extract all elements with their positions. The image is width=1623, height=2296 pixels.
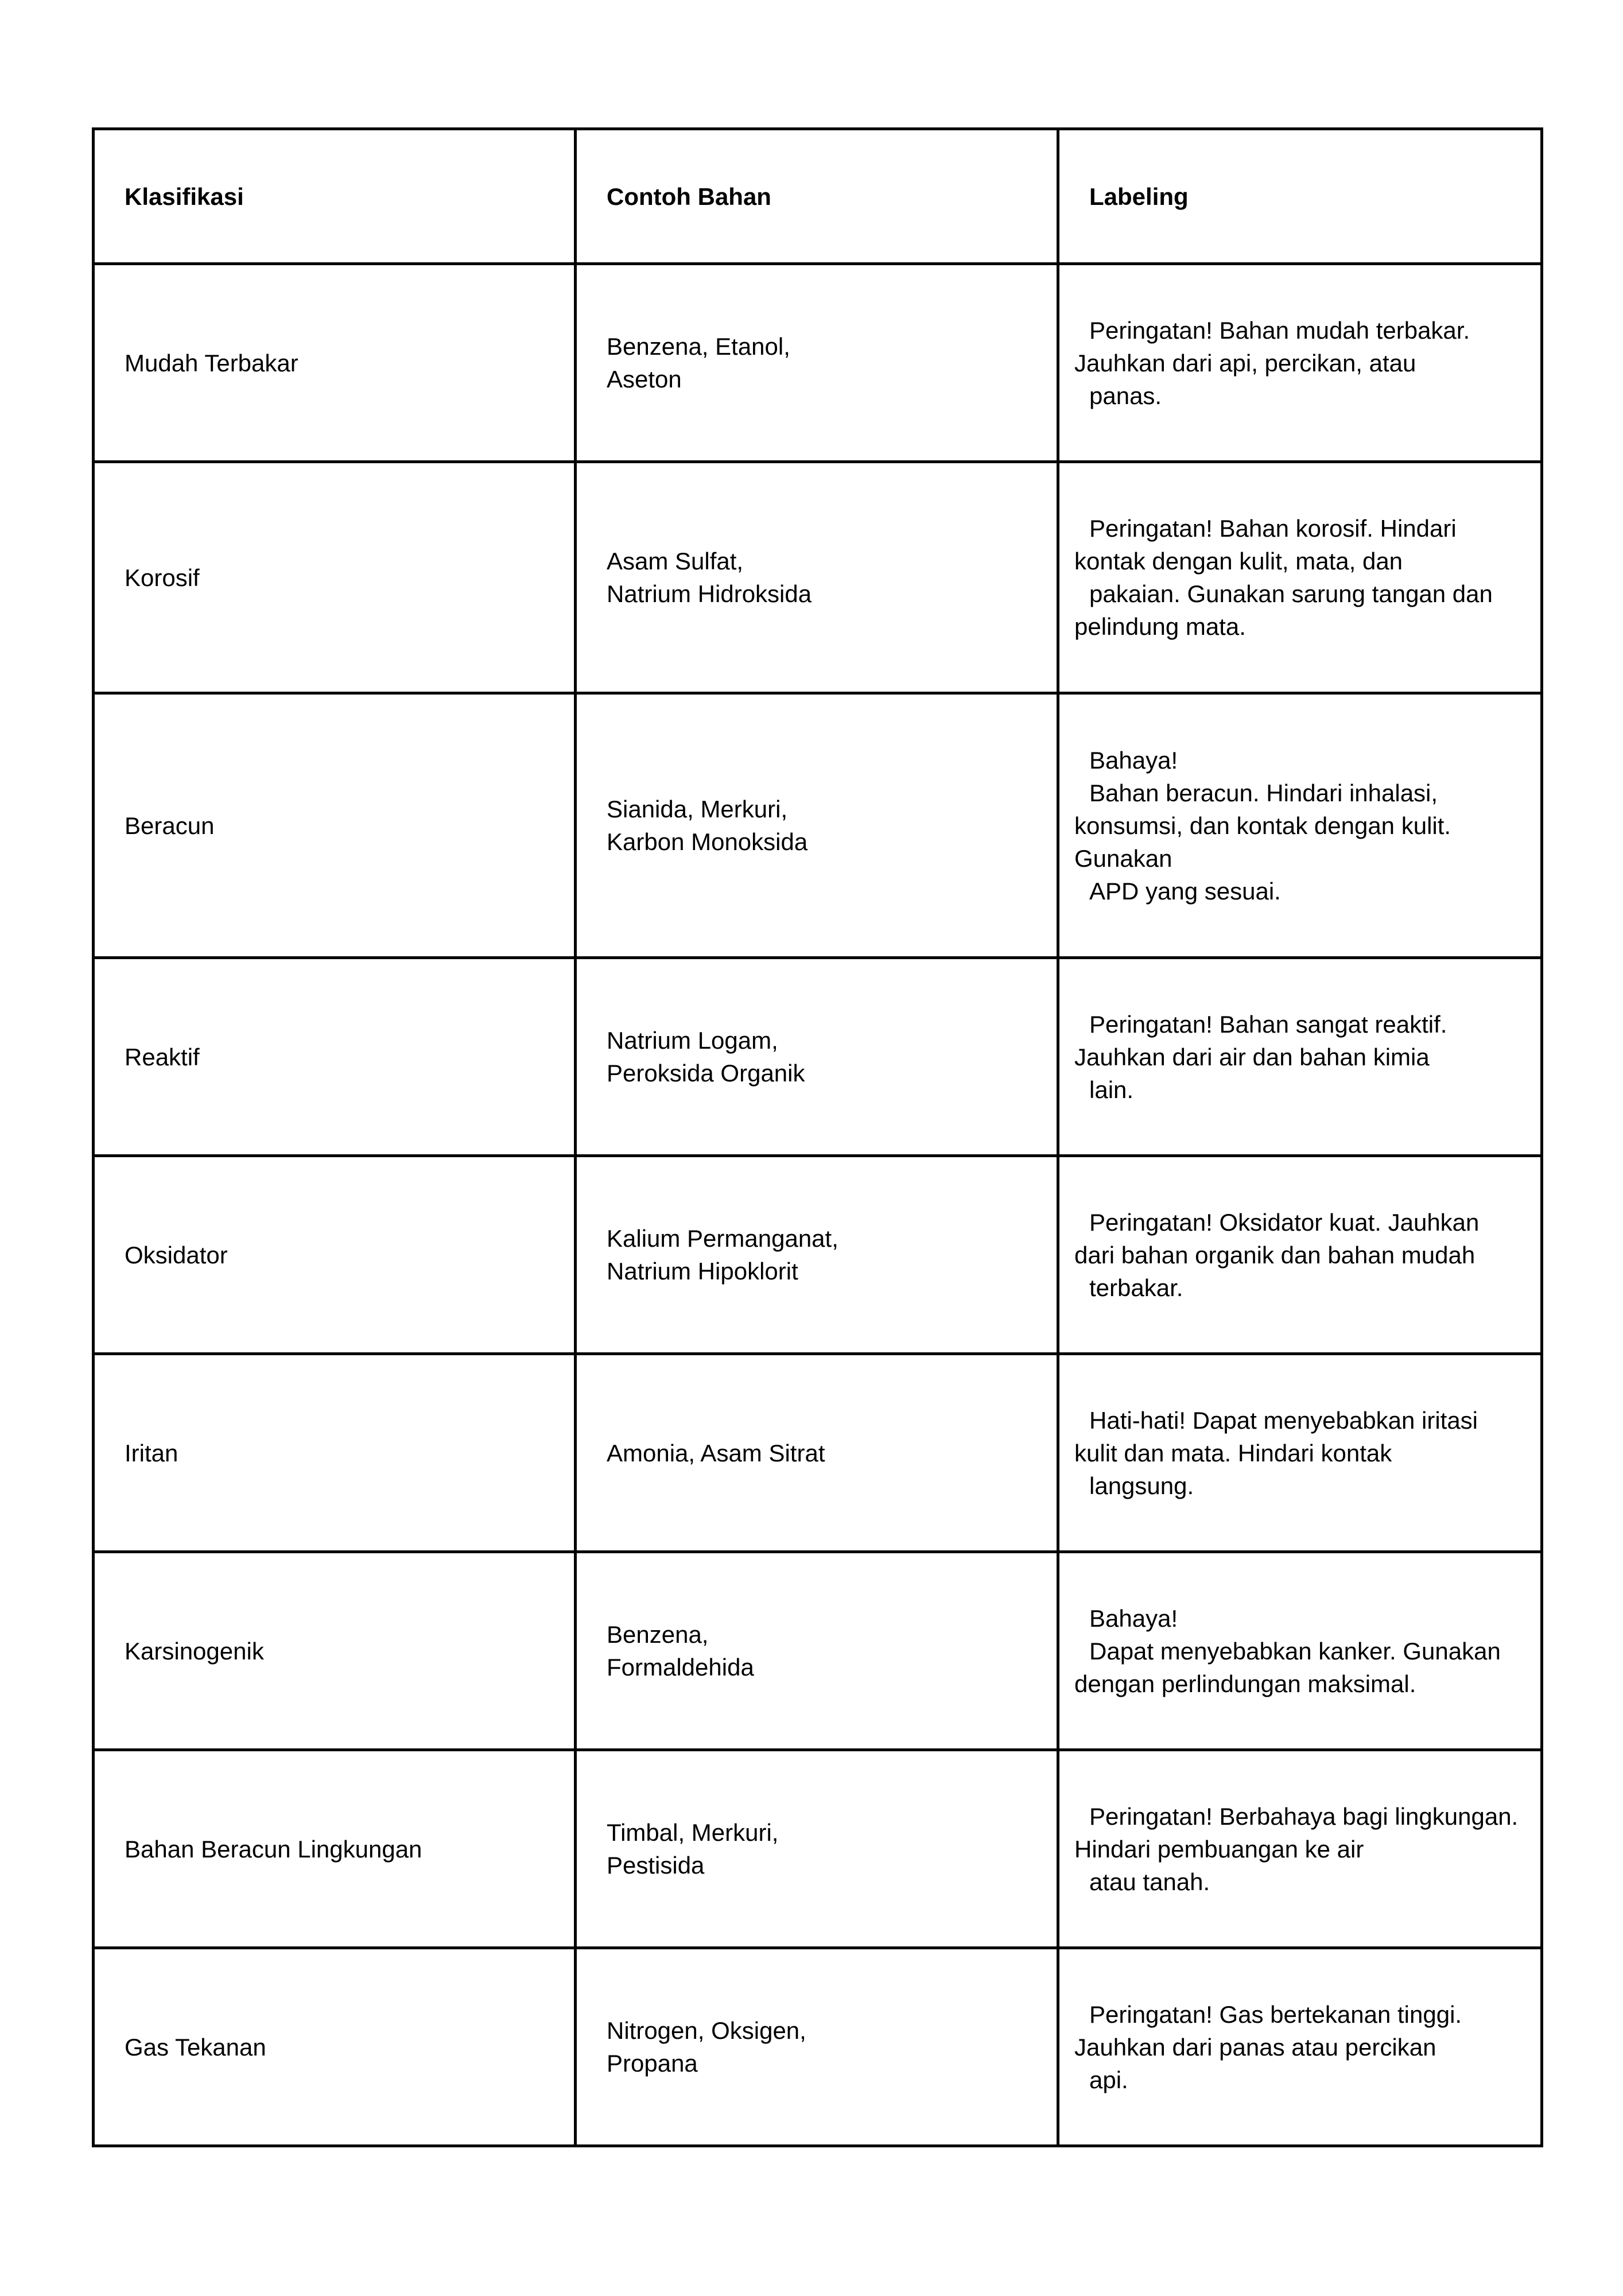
labeling-line: dari bahan organik dan bahan mudah (1074, 1241, 1476, 1269)
example-line: Aseton (607, 366, 682, 393)
example-line: Kalium Permanganat, (607, 1225, 838, 1252)
examples-cell (576, 1948, 1058, 2146)
labeling-line: Peringatan! Oksidator kuat. Jauhkan (1089, 1208, 1480, 1236)
examples-cell (576, 1552, 1058, 1750)
labeling-line: Jauhkan dari panas atau percikan (1074, 2033, 1436, 2061)
labeling-line: Bahaya! (1089, 746, 1178, 774)
examples-cell (576, 1156, 1058, 1354)
labeling-line: Bahan beracun. Hindari inhalasi, (1089, 779, 1438, 806)
labeling-line: pakaian. Gunakan sarung tangan dan (1089, 580, 1493, 607)
classification-cell: Beracun (94, 693, 576, 958)
labeling-cell (1058, 1354, 1542, 1552)
examples-cell (576, 693, 1058, 958)
table-row (94, 1948, 1542, 2146)
example-line: Sianida, Merkuri, (607, 796, 788, 823)
labeling-line: Peringatan! Bahan sangat reaktif. (1089, 1010, 1447, 1038)
examples-cell (576, 1750, 1058, 1948)
labeling-line: pelindung mata. (1074, 613, 1246, 640)
classification-cell: Gas Tekanan (94, 1948, 576, 2146)
example-line: Timbal, Merkuri, (607, 1819, 779, 1846)
labeling-cell (1058, 462, 1542, 693)
labeling-line: Peringatan! Gas bertekanan tinggi. (1089, 2000, 1462, 2028)
example-line: Natrium Logam, (607, 1027, 778, 1054)
labeling-line: panas. (1089, 382, 1162, 409)
example-line: Natrium Hidroksida (607, 580, 812, 607)
table-row (94, 693, 1542, 958)
example-line: Pestisida (607, 1852, 705, 1879)
table-row (94, 462, 1542, 693)
labeling-cell (1058, 693, 1542, 958)
example-line: Karbon Monoksida (607, 828, 808, 855)
table-row (94, 264, 1542, 462)
labeling-line: langsung. (1089, 1472, 1194, 1499)
examples-cell (576, 958, 1058, 1156)
table-row (94, 958, 1542, 1156)
example-line: Propana (607, 2050, 698, 2077)
example-line: Asam Sulfat, (607, 548, 744, 575)
table-row (94, 1552, 1542, 1750)
labeling-line: Peringatan! Bahan mudah terbakar. (1089, 316, 1470, 344)
labeling-line: Bahaya! (1089, 1604, 1178, 1632)
labeling-line: Gunakan (1074, 844, 1172, 872)
classification-cell: Mudah Terbakar (94, 264, 576, 462)
examples-cell (576, 1354, 1058, 1552)
example-line: Natrium Hipoklorit (607, 1258, 798, 1285)
labeling-line: Jauhkan dari air dan bahan kimia (1074, 1043, 1430, 1071)
labeling-line: dengan perlindungan maksimal. (1074, 1670, 1416, 1697)
labeling-line: Peringatan! Berbahaya bagi lingkungan. (1089, 1802, 1519, 1830)
labeling-cell (1058, 264, 1542, 462)
labeling-line: Dapat menyebabkan kanker. Gunakan (1089, 1637, 1501, 1665)
labeling-line: kulit dan mata. Hindari kontak (1074, 1439, 1392, 1467)
classification-cell: Iritan (94, 1354, 576, 1552)
classification-cell: Korosif (94, 462, 576, 693)
hazard-classification-table (92, 127, 1543, 2147)
labeling-line: Jauhkan dari api, percikan, atau (1074, 349, 1416, 377)
examples-cell (576, 264, 1058, 462)
labeling-cell (1058, 1750, 1542, 1948)
labeling-line: Peringatan! Bahan korosif. Hindari (1089, 515, 1457, 542)
header-labeling: Labeling (1058, 129, 1542, 264)
example-line: Amonia, Asam Sitrat (607, 1439, 825, 1467)
header-klasifikasi: Klasifikasi (94, 129, 576, 264)
classification-cell: Bahan Beracun Lingkungan (94, 1750, 576, 1948)
classification-cell: Karsinogenik (94, 1552, 576, 1750)
example-line: Benzena, (607, 1621, 709, 1648)
labeling-line: konsumsi, dan kontak dengan kulit. (1074, 812, 1451, 839)
labeling-line: Hati-hati! Dapat menyebabkan iritasi (1089, 1406, 1478, 1434)
examples-cell (576, 462, 1058, 693)
labeling-line: atau tanah. (1089, 1868, 1210, 1895)
labeling-line: APD yang sesuai. (1089, 877, 1281, 905)
classification-cell: Oksidator (94, 1156, 576, 1354)
example-line: Benzena, Etanol, (607, 333, 790, 360)
labeling-cell (1058, 1552, 1542, 1750)
labeling-line: Hindari pembuangan ke air (1074, 1835, 1364, 1863)
example-line: Peroksida Organik (607, 1060, 805, 1087)
labeling-cell (1058, 1156, 1542, 1354)
table-header-row (94, 129, 1542, 264)
table-row (94, 1354, 1542, 1552)
example-line: Formaldehida (607, 1654, 754, 1681)
table-row (94, 1750, 1542, 1948)
example-line: Nitrogen, Oksigen, (607, 2017, 806, 2044)
header-contoh-bahan: Contoh Bahan (576, 129, 1058, 264)
labeling-line: kontak dengan kulit, mata, dan (1074, 548, 1403, 575)
labeling-cell (1058, 1948, 1542, 2146)
table-row (94, 1156, 1542, 1354)
labeling-line: terbakar. (1089, 1274, 1183, 1301)
labeling-line: api. (1089, 2066, 1128, 2093)
labeling-line: lain. (1089, 1076, 1134, 1103)
classification-cell: Reaktif (94, 958, 576, 1156)
labeling-cell (1058, 958, 1542, 1156)
